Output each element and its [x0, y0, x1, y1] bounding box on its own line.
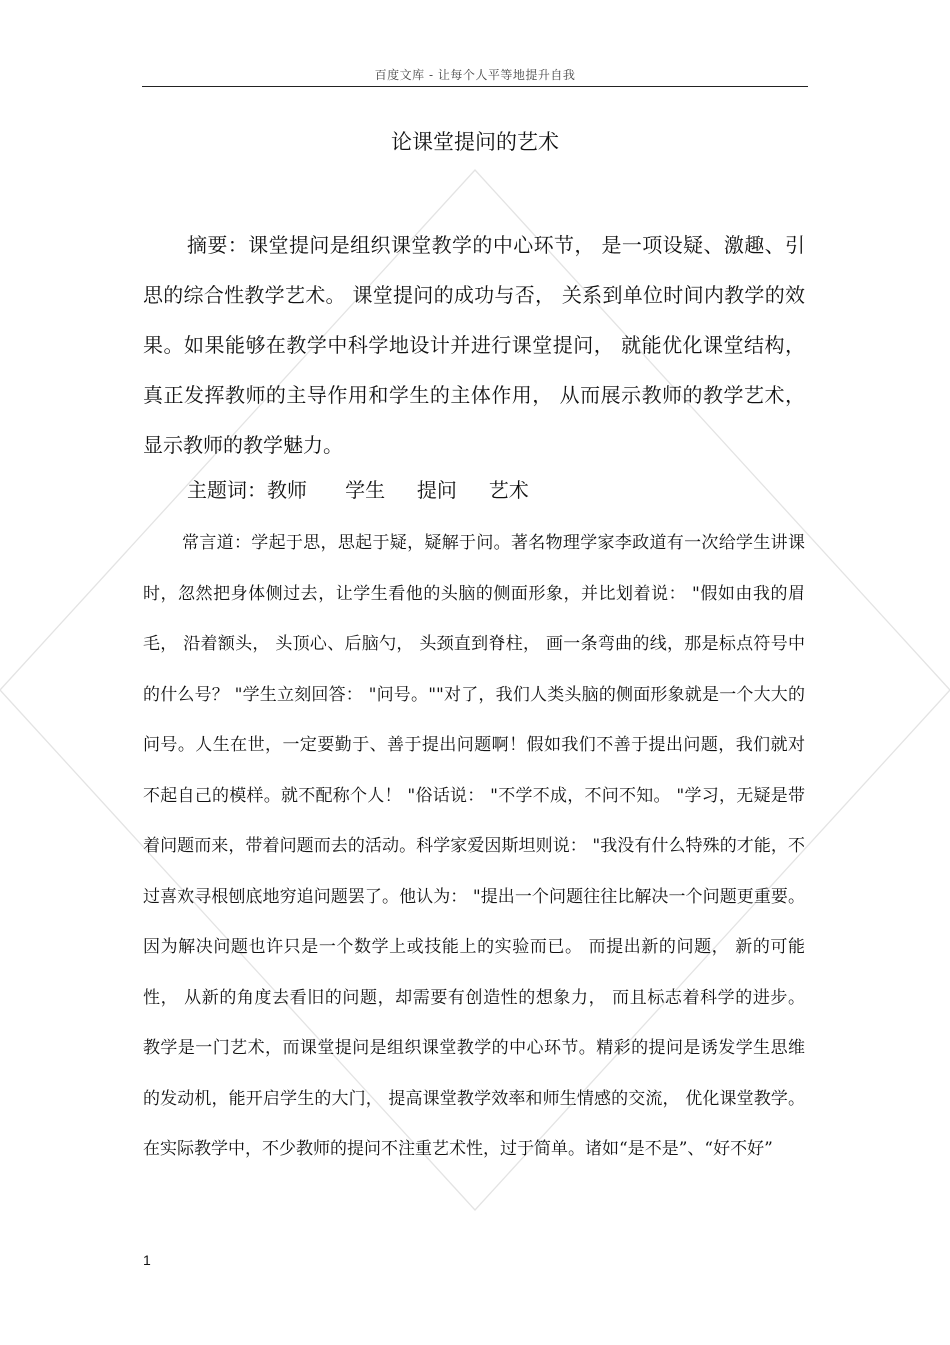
- page-number: 1: [143, 1252, 151, 1268]
- document-title: 论课堂提问的艺术: [391, 130, 559, 154]
- keywords-line: 主题词：教师 学生 提问 艺术: [187, 478, 529, 502]
- page-header: 百度文库 - 让每个人平等地提升自我: [374, 68, 576, 82]
- body-paragraph: 常言道：学起于思，思起于疑，疑解于问。著名物理学家李政道有一次给学生讲课时，忽然把身体侧过去，让学生看他的头脑的侧面形象，并比划着说： "假如由我的眉毛， 沿着额头， 头顶心、后脑勺， 头颈直到脊柱， 画一条弯曲的线，那是标点符号中的什么号？ "学生立刻回答： "问号。""对了，我们人类头脑的侧面形象就是一个大大的问号。人生在世，一定要勤于、善于提出问题啊！假如我们不善于提出问题，我们就对不起自己的模样。就不配称个人！ "俗话说： "不学不成，不问不知。 "学习，无疑是带着问题而来，带着问题而去的活动。科学家爱因斯坦则说： "我没有什么特殊的才能，不过喜欢寻根刨底地穷追问题罢了。他认为： "提出一个问题往往比解决一个问题更重要。因为解决问题也许只是一个数学上或技能上的实验而已。 而提出新的问题， 新的可能性， 从新的角度去看旧的问题，却需要有创造性的想象力， 而且标志着科学的进步。 教学是一门艺术，而课堂提问是组织课堂教学的中心环节。精彩的提问是诱发学生思维的发动机，能开启学生的大门， 提高课堂教学效率和师生情感的交流， 优化课堂教学。 在实际教学中，不少教师的提问不注重艺术性，过于简单。诸如“是不是”、“好不好”: [143, 533, 805, 1159]
- header-divider: [142, 86, 808, 87]
- abstract-paragraph: 摘要：课堂提问是组织课堂教学的中心环节， 是一项设疑、激趣、引思的综合性教学艺术。 课堂提问的成功与否， 关系到单位时间内教学的效果。如果能够在教学中科学地设计并进行课堂提问， 就能优化课堂结构， 真正发挥教师的主导作用和学生的主体作用， 从而展示教师的教学艺术，显示教师的教学魅力。: [143, 233, 805, 457]
